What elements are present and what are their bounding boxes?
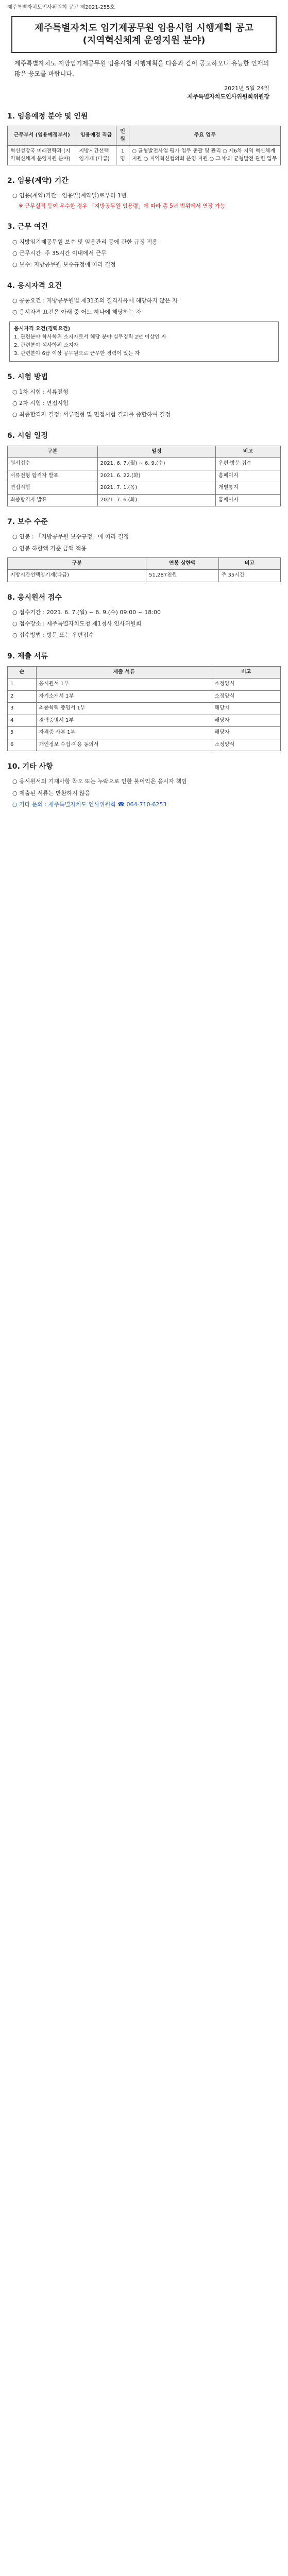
s4-box-item-2: 3. 관련분야 6급 이상 공무원으로 근무한 경력이 있는 자 [14,350,140,357]
table-row [8,679,281,691]
s1-header-3: 주요 업무 [129,126,281,146]
s6-r0-c2: 우편·방문 접수 [215,458,280,470]
s6-r2-c1: 2021. 7. 1.(목) [97,482,215,495]
s2-item-0: ○ 임용(계약)기간 : 임용일(계약일)로부터 1년 [12,192,127,199]
s9-r2-c2: 해당자 [212,703,280,715]
s1-cell-grade: 지방시간선택 임기제 (다급) [76,146,116,165]
s5-item-2: ○ 최종합격자 결정: 서류전형 및 면접시험 결과를 종합하여 결정 [12,411,171,418]
s4-box-item-0: 1. 관련분야 학사학위 소지자로서 해당 분야 실무경력 2년 이상인 자 [14,334,166,340]
s9-r5-c0: 6 [8,739,37,751]
s1-cell-duties: ○ 균형발전사업 평가 업무 총괄 및 관리 ○ 제6차 지역 혁신체계 지원 ○ 지역혁신협의회 운영 지원 ○ 그 밖의 균형발전 관련 업무 [129,146,281,165]
s9-r5-c1: 개인정보 수집·이용 동의서 [36,739,212,751]
announcement-number: 제주특별자치도인사위원회 공고 제2021-255호 [7,5,115,10]
table-row [8,739,281,751]
s9-r1-c0: 2 [8,690,37,703]
table-row [8,570,281,582]
section-2-title: 2. 임용(계약) 기간 [7,177,69,185]
s6-header-0: 구분 [8,446,98,458]
section-9-title: 9. 제출 서류 [7,652,48,661]
table-row [8,482,281,495]
s6-r1-c1: 2021. 6. 22.(화) [97,470,215,482]
s9-r4-c2: 해당자 [212,727,280,739]
s4-item-0: ○ 공통요건 : 지방공무원법 제31조의 결격사유에 해당하지 않은 자 [12,297,178,304]
section-4-title: 4. 응시자격 요건 [7,282,62,290]
title-line-1: 제주특별자치도 임기제공무원 임용시험 시행계획 공고 [35,22,253,33]
s7-r0-c1: 51,287천원 [146,570,219,582]
s4-box-item-1: 2. 관련분야 석사학위 소지자 [14,342,79,348]
s9-r3-c2: 해당자 [212,715,280,727]
s9-r0-c1: 응시원서 1부 [36,679,212,691]
s10-item-2: ○ 기타 문의 : 제주특별자치도 인사위원회 ☎ 064-710-6253 [12,801,167,808]
section-6-table [7,446,281,507]
s9-r4-c1: 자격증 사본 1부 [36,727,212,739]
s9-r0-c2: 소정양식 [212,679,280,691]
s1-header-1: 임용예정 직급 [76,126,116,146]
section-3-title: 3. 근무 여건 [7,223,48,231]
s1-cell-dept: 혁신성장국 미래전략과 (지역혁신체계 운영지원 분야) [8,146,76,165]
s4-box-title: 응시자격 요건(경력요건) [14,326,71,332]
s9-r2-c1: 최종학력 증명서 1부 [36,703,212,715]
announcement-org: 제주특별자치도인사위원회위원장 [187,93,269,100]
s5-item-1: ○ 2차 시험 : 면접시험 [12,400,69,407]
s10-item-0: ○ 응시원서의 기재사항 착오 또는 누락으로 인한 불이익은 응시자 책임 [12,778,187,785]
section-6-title: 6. 시험 일정 [7,432,48,440]
section-7-title: 7. 보수 수준 [7,518,48,527]
s1-header-2: 인원 [116,126,129,146]
section-1-title: 1. 임용예정 분야 및 인원 [7,112,88,121]
s9-r0-c0: 1 [8,679,37,691]
table-row [8,690,281,703]
section-5-title: 5. 시험 방법 [7,372,48,381]
s8-item-2: ○ 접수방법 : 방문 또는 우편접수 [12,632,94,639]
section-7-table [7,557,281,582]
s6-r3-c0: 최종합격자 발표 [8,494,98,506]
s6-r2-c0: 면접시험 [8,482,98,495]
s6-r0-c1: 2021. 6. 7.(월) ~ 6. 9.(수) [97,458,215,470]
section-1-table [7,126,281,165]
s6-r1-c2: 홈페이지 [215,470,280,482]
s2-item-1: ※ 근무실적 등이 우수한 경우 「지방공무원 임용령」에 따라 총 5년 범위에서 연장 가능 [19,203,226,210]
s9-r2-c0: 3 [8,703,37,715]
s9-r4-c0: 5 [8,727,37,739]
s3-item-2: ○ 보수: 지방공무원 보수규정에 따라 결정 [12,261,116,268]
s7-header-1: 연봉 상한액 [146,557,219,570]
s9-r1-c2: 소정양식 [212,690,280,703]
s1-header-0: 근무부서 (임용예정부서) [8,126,76,146]
s10-item-1: ○ 제출된 서류는 반환하지 않음 [12,789,91,796]
s9-header-1: 제출 서류 [36,666,212,679]
title-box [11,16,277,54]
s7-header-0: 구분 [8,557,146,570]
table-row [8,715,281,727]
table-row [8,494,281,506]
s3-item-1: ○ 근무시간: 주 35시간 이내에서 근무 [12,249,107,257]
s7-item-1: ○ 연봉 하한액 기준 금액 적용 [12,545,87,552]
s4-requirements-box [9,321,279,362]
announcement-date: 2021년 5월 24일 [224,84,269,92]
table-row [8,458,281,470]
table-row [8,703,281,715]
s9-r3-c1: 경력증명서 1부 [36,715,212,727]
s6-header-2: 비고 [215,446,280,458]
s7-r0-c2: 주 35시간 [218,570,280,582]
s7-header-2: 비고 [218,557,280,570]
s5-item-0: ○ 1차 시험 : 서류전형 [12,388,69,395]
s7-item-0: ○ 연봉 : 「지방공무원 보수규정」에 따라 결정 [12,533,129,540]
s6-r3-c1: 2021. 7. 6.(화) [97,494,215,506]
s4-item-1: ○ 응시자격 요건은 아래 중 어느 하나에 해당하는 자 [12,309,142,316]
s1-cell-count: 1명 [116,146,129,165]
table-row [8,727,281,739]
title-line-2: (지역혁신체계 운영지원 분야) [82,35,206,46]
s6-r3-c2: 홈페이지 [215,494,280,506]
s9-header-0: 순 [8,666,37,679]
s8-item-1: ○ 접수장소 : 제주특별자치도청 제1청사 인사위원회 [12,620,142,628]
s3-item-0: ○ 지방임기제공무원 보수 및 임용관리 등에 관한 규정 적용 [12,238,158,245]
s6-r2-c2: 개별통지 [215,482,280,495]
table-row [8,470,281,482]
s6-r0-c0: 원서접수 [8,458,98,470]
s9-r1-c1: 자기소개서 1부 [36,690,212,703]
section-8-title: 8. 응시원서 접수 [7,593,62,602]
s7-r0-c0: 지방시간선택임기제(다급) [8,570,146,582]
s8-item-0: ○ 접수기간 : 2021. 6. 7.(월) ~ 6. 9.(수) 09:00 ~ 18:00 [12,608,161,616]
s9-r5-c2: 소정양식 [212,739,280,751]
intro-text: 제주특별자치도 지방임기제공무원 임용시험 시행계획을 다음과 같이 공고하오니 유능한 인재의 많은 응모를 바랍니다. [14,60,269,78]
section-9-table [7,666,281,752]
s9-header-2: 비고 [212,666,280,679]
s9-r3-c0: 4 [8,715,37,727]
section-10-title: 10. 기타 사항 [7,762,53,771]
s6-r1-c0: 서류전형 합격자 발표 [8,470,98,482]
s6-header-1: 일정 [97,446,215,458]
